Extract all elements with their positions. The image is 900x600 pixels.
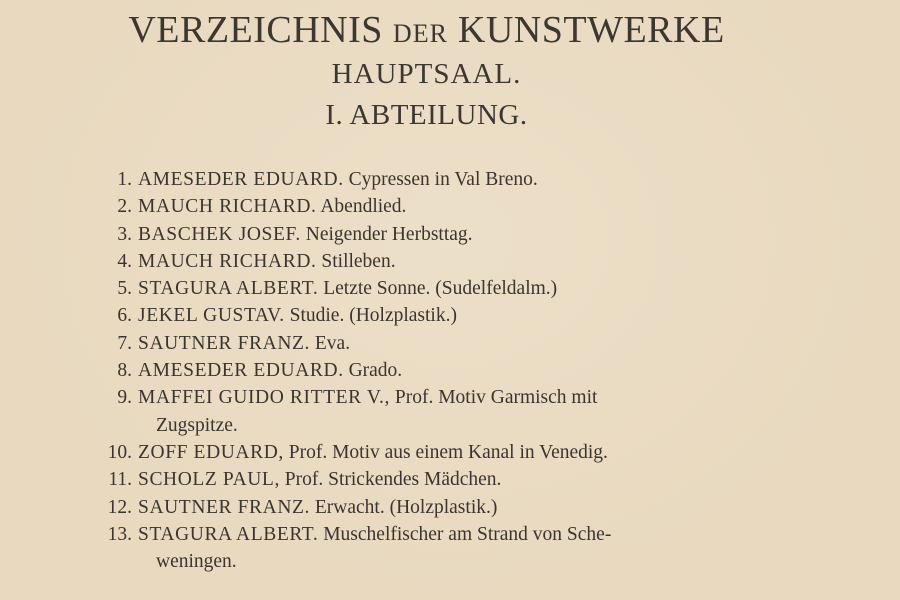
work-title: Eva. <box>314 332 351 354</box>
entry-number: 1. <box>117 169 132 190</box>
list-item <box>100 221 760 248</box>
entry-number: 6. <box>117 305 132 327</box>
entry-number: 7. <box>117 332 132 354</box>
work-title: Grado. <box>348 360 403 382</box>
entry-number: 13. <box>107 523 132 545</box>
list-item-continuation <box>100 412 760 439</box>
list-item <box>100 330 760 357</box>
artist-name: MAFFEI GUIDO RITTER V., <box>138 387 390 409</box>
list-item <box>100 302 760 329</box>
entry-number: 9. <box>117 387 132 409</box>
artist-name: STAGURA ALBERT. <box>138 278 319 300</box>
list-item-continuation <box>100 548 760 575</box>
artist-name: AMESEDER EDUARD. <box>138 360 344 382</box>
artist-name: SAUTNER FRANZ. <box>138 496 310 518</box>
entry-number: 8. <box>117 360 132 382</box>
artist-name: ZOFF EDUARD, <box>138 441 284 463</box>
artist-name: SAUTNER FRANZ. <box>138 332 310 354</box>
page-title <box>0 8 853 52</box>
entry-number: 12. <box>107 496 132 518</box>
list-item <box>100 384 760 411</box>
list-item <box>100 357 760 384</box>
work-title: Neigender Herbsttag. <box>305 223 473 245</box>
title-part-2: DER <box>392 19 448 48</box>
artist-name: SCHOLZ PAUL, <box>138 469 280 491</box>
entry-number: 11. <box>108 469 132 491</box>
list-item <box>100 521 760 548</box>
work-title: Abendlied. <box>320 196 407 218</box>
entry-number: 5. <box>117 278 132 300</box>
list-item <box>100 275 760 302</box>
title-part-3: KUNSTWERKE <box>457 9 725 51</box>
list-item <box>100 494 760 521</box>
artist-name: MAUCH RICHARD. <box>138 250 317 272</box>
work-title-continuation: weningen. <box>156 551 237 573</box>
work-title-continuation: Zugspitze. <box>156 414 238 436</box>
artist-name: STAGURA ALBERT. <box>138 523 319 545</box>
artist-name: JEKEL GUSTAV. <box>138 305 285 327</box>
list-item <box>100 166 760 193</box>
artwork-list <box>100 166 760 575</box>
work-title: Studie. (Holzplastik.) <box>289 305 457 327</box>
section-heading: HAUPTSAAL. <box>331 58 522 90</box>
list-item <box>100 439 760 466</box>
subsection-heading: I. ABTEILUNG. <box>325 99 528 131</box>
work-title: Stilleben. <box>321 250 396 272</box>
work-title: Letzte Sonne. (Sudelfeldalm.) <box>323 278 558 300</box>
list-item <box>100 248 760 275</box>
title-part-1: VERZEICHNIS <box>128 9 383 51</box>
work-title: Prof. Motiv Garmisch mit <box>394 387 598 409</box>
entry-number: 3. <box>117 223 132 245</box>
artist-name: BASCHEK JOSEF. <box>138 223 301 245</box>
artist-name: AMESEDER EDUARD. <box>138 169 344 190</box>
entry-number: 2. <box>117 196 132 218</box>
work-title: Cypressen in Val Breno. <box>348 169 538 190</box>
work-title: Erwacht. (Holzplastik.) <box>314 496 498 518</box>
artist-name: MAUCH RICHARD. <box>138 196 317 218</box>
work-title: Prof. Motiv aus einem Kanal in Venedig. <box>288 441 608 463</box>
entry-number: 4. <box>117 250 132 272</box>
list-item <box>100 193 760 220</box>
work-title: Prof. Strickendes Mädchen. <box>284 469 502 491</box>
list-item <box>100 466 760 493</box>
work-title: Muschelfischer am Strand von Sche- <box>323 523 612 545</box>
entry-number: 10. <box>107 441 132 463</box>
